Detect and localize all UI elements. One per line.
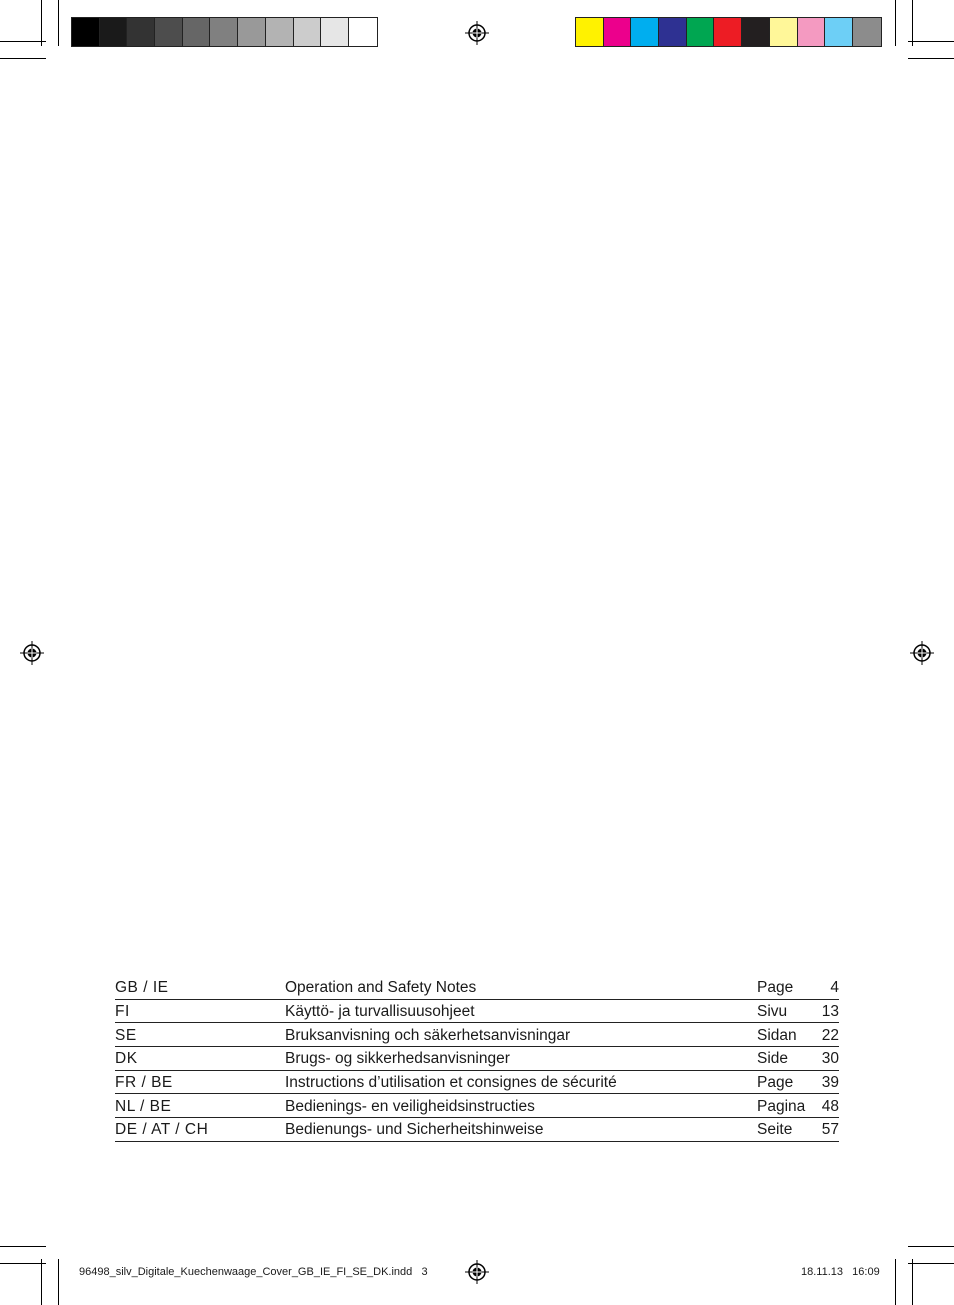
color-swatch — [604, 18, 632, 46]
crop-mark — [0, 58, 46, 59]
toc-language-code: NL / BE — [115, 1097, 172, 1115]
toc-row[interactable] — [115, 1023, 839, 1047]
color-swatch — [770, 18, 798, 46]
crop-mark — [912, 1259, 913, 1305]
color-swatch — [127, 18, 155, 46]
toc-section-title: Bruksanvisning och säkerhetsanvisningar — [285, 1026, 571, 1044]
toc-page-label: Seite — [757, 1121, 793, 1139]
language-table-of-contents — [115, 976, 839, 1142]
toc-row[interactable] — [115, 1071, 839, 1095]
toc-page-label: Sivu — [757, 1002, 788, 1020]
toc-language-code: FI — [115, 1002, 130, 1020]
toc-section-title: Bedienungs- und Sicherheitshinweise — [285, 1121, 544, 1139]
toc-row[interactable] — [115, 1047, 839, 1071]
color-swatch — [210, 18, 238, 46]
toc-language-code: DE / AT / CH — [115, 1121, 209, 1139]
color-swatch — [687, 18, 715, 46]
crop-mark — [41, 0, 42, 46]
crop-mark — [0, 1263, 46, 1264]
crop-mark — [0, 41, 46, 42]
toc-section-title: Instructions d’utilisation et consignes de sécurité — [285, 1073, 617, 1091]
crop-mark — [895, 1259, 896, 1305]
color-swatch — [631, 18, 659, 46]
crop-mark — [908, 1246, 954, 1247]
color-swatch — [321, 18, 349, 46]
registration-mark-icon — [465, 1260, 489, 1284]
toc-page-number: 4 — [830, 979, 839, 997]
toc-row[interactable] — [115, 1094, 839, 1118]
toc-section-title: Operation and Safety Notes — [285, 979, 477, 997]
crop-mark — [912, 0, 913, 46]
crop-mark — [41, 1259, 42, 1305]
color-swatch — [72, 18, 100, 46]
crop-mark — [908, 41, 954, 42]
process-color-bar — [575, 17, 882, 47]
toc-page-number: 22 — [821, 1026, 839, 1044]
toc-language-code: DK — [115, 1050, 138, 1068]
color-swatch — [266, 18, 294, 46]
color-swatch — [825, 18, 853, 46]
color-swatch — [294, 18, 322, 46]
toc-language-code: GB / IE — [115, 979, 169, 997]
toc-page-number: 39 — [821, 1073, 839, 1091]
color-swatch — [714, 18, 742, 46]
registration-mark-icon — [910, 641, 934, 665]
color-swatch — [155, 18, 183, 46]
color-swatch — [183, 18, 211, 46]
crop-mark — [908, 1263, 954, 1264]
crop-mark — [58, 1259, 59, 1305]
color-swatch — [659, 18, 687, 46]
color-swatch — [349, 18, 377, 46]
color-swatch — [576, 18, 604, 46]
toc-row[interactable] — [115, 976, 839, 1000]
toc-page-label: Page — [757, 979, 794, 997]
crop-mark — [0, 1246, 46, 1247]
toc-page-label: Pagina — [757, 1097, 806, 1115]
crop-mark — [895, 0, 896, 46]
crop-mark — [58, 0, 59, 46]
toc-row[interactable] — [115, 1118, 839, 1142]
crop-mark — [908, 58, 954, 59]
toc-page-number: 30 — [821, 1050, 839, 1068]
toc-language-code: SE — [115, 1026, 137, 1044]
toc-section-title: Bedienings- en veiligheidsinstructies — [285, 1097, 535, 1115]
toc-section-title: Käyttö- ja turvallisuusohjeet — [285, 1002, 475, 1020]
color-swatch — [853, 18, 881, 46]
color-swatch — [742, 18, 770, 46]
toc-language-code: FR / BE — [115, 1073, 173, 1091]
color-swatch — [100, 18, 128, 46]
toc-page-number: 13 — [821, 1002, 839, 1020]
grayscale-color-bar — [71, 17, 378, 47]
registration-mark-icon — [20, 641, 44, 665]
toc-page-label: Sidan — [757, 1026, 797, 1044]
toc-section-title: Brugs- og sikkerhedsanvisninger — [285, 1050, 510, 1068]
color-swatch — [798, 18, 826, 46]
registration-mark-icon — [465, 21, 489, 45]
toc-page-label: Page — [757, 1073, 794, 1091]
slug-datetime: 18.11.13 16:09 — [801, 1266, 880, 1278]
toc-page-number: 48 — [821, 1097, 839, 1115]
toc-page-number: 57 — [821, 1121, 839, 1139]
toc-row[interactable] — [115, 1000, 839, 1024]
color-swatch — [238, 18, 266, 46]
slug-filename: 96498_silv_Digitale_Kuechenwaage_Cover_GB_IE_FI_SE_DK.indd 3 — [79, 1266, 428, 1278]
toc-page-label: Side — [757, 1050, 789, 1068]
